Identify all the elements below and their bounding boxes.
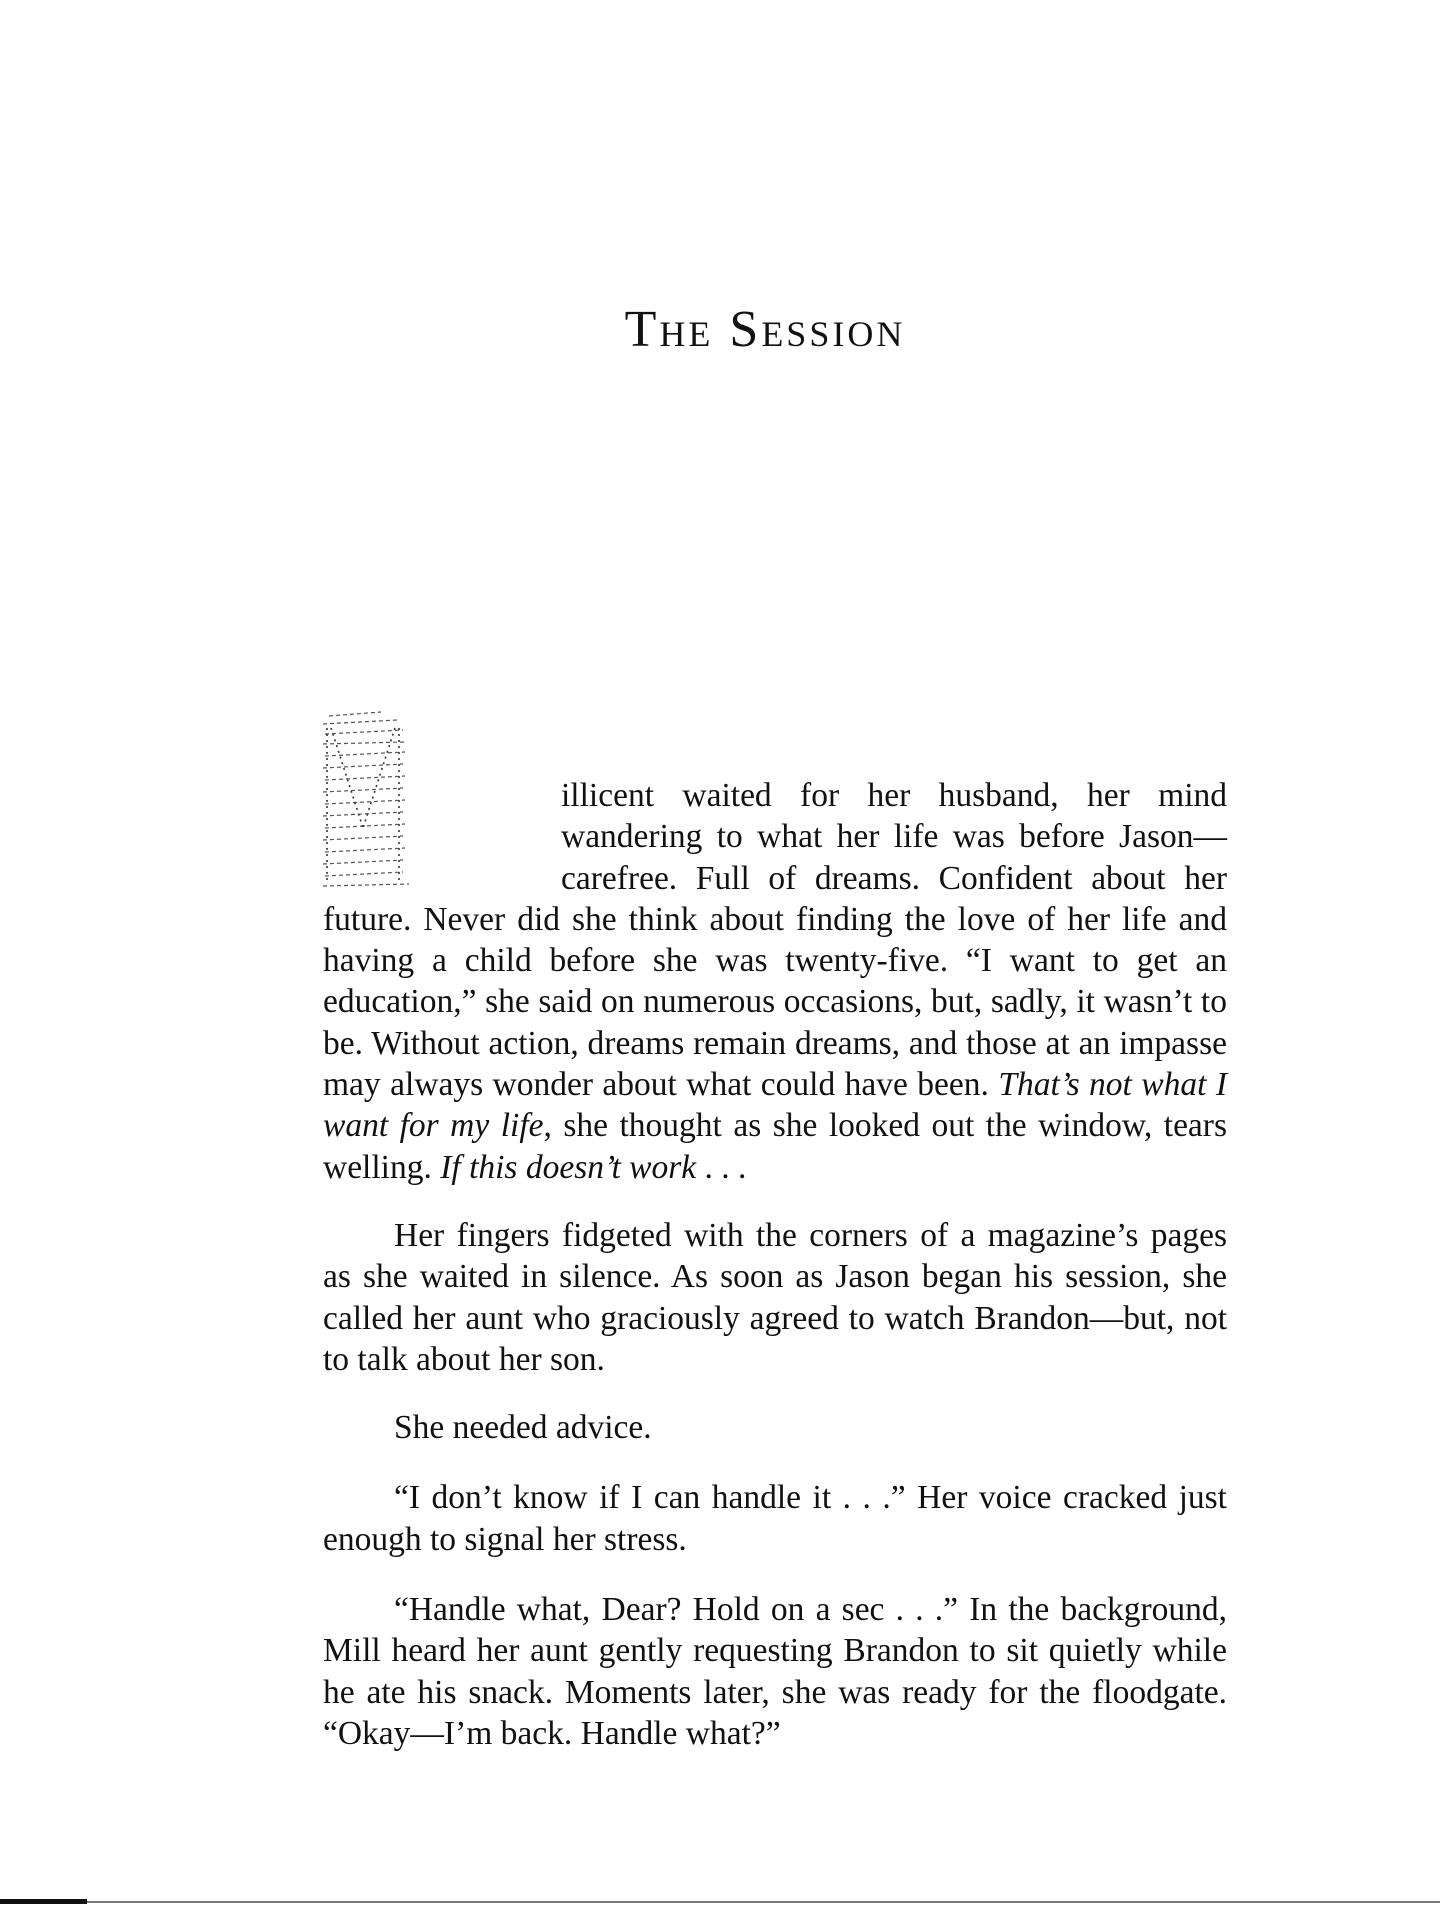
paragraph-1-text-e: . . .	[696, 1148, 747, 1186]
chapter-title: The Session	[624, 301, 906, 358]
drop-cap-graphic	[319, 708, 409, 898]
paragraph-2: Her fingers fidgeted with the corners of a magazine’s pages as she waited in silence. As soon as Jason began his session, she called her aunt who graciously agreed to watch Brandon—but, not to talk about her son.	[323, 1216, 1227, 1378]
paragraph-1	[323, 775, 1227, 1188]
ornamental-drop-cap-icon	[319, 708, 561, 870]
paragraph-5: “Handle what, Dear? Hold on a sec . . .” In the background, Mill heard her aunt gently requesting Brandon to sit quietly while he ate his snack. Moments later, she was ready for the floodgate. “Okay—I’m back. Handle what?”	[323, 1591, 1227, 1752]
paragraph-1-text-c: , she thought as she looked out the window, tears welling.	[323, 1107, 1227, 1186]
paragraph-3: She needed advice.	[394, 1409, 652, 1447]
paragraph-1-italic-d: If this doesn’t work	[440, 1148, 697, 1186]
chapter-body	[323, 775, 1227, 1781]
bottom-rule-accent	[0, 1899, 87, 1904]
paragraph-1-text-a: illicent waited for her husband, her mind wandering to what her life was before Jason—carefree. Full of dreams. Confident about her future. Never did she think about finding the love of her life and having a child before she was twenty-five. “I want to get an education,” she said on numerous occasions, but, sadly, it wasn’t to be. Without action, dreams remain dreams, and those at an impasse may always wonder about what could have been.	[323, 777, 1227, 1104]
bottom-rule	[0, 1901, 1440, 1903]
paragraph-4: “I don’t know if I can handle it . . .” Her voice cracked just enough to signal her stress.	[323, 1479, 1227, 1558]
paragraph-1-italic-b: That’s not what I want for my life	[323, 1066, 1227, 1145]
